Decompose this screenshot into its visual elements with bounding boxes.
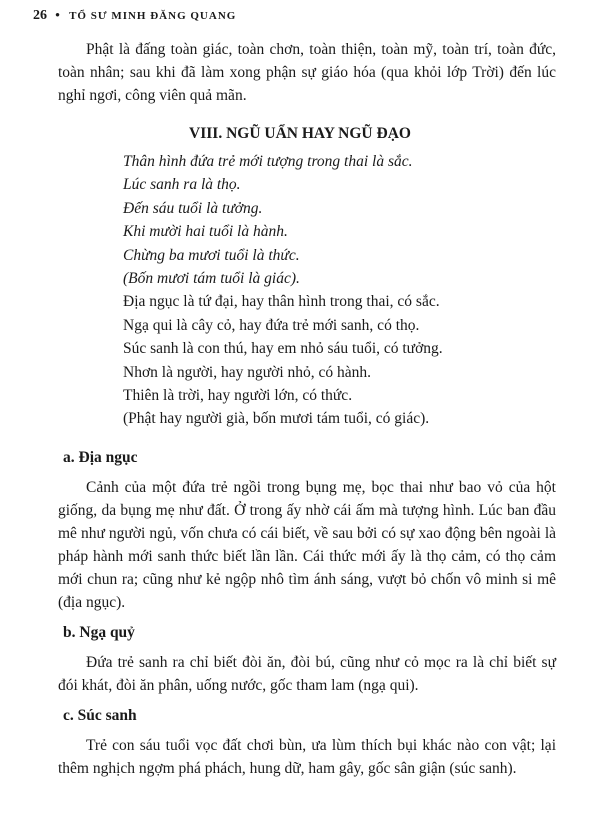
subsection-paragraph <box>58 651 556 697</box>
subsection-text: Đứa trẻ sanh ra chỉ biết đòi ăn, đòi bú, cũng như cỏ mọc ra là chỉ biết sự đói khát, đòi ăn phân, uống nước, gốc tham lam (ngạ qui). <box>58 654 556 694</box>
subsection-heading: a. Địa ngục <box>63 449 138 466</box>
italic-line: Đến sáu tuổi là tưởng. <box>123 199 263 217</box>
italic-line: Khi mười hai tuổi là hành. <box>123 223 288 241</box>
subsection-text: Cảnh của một đứa trẻ ngồi trong bụng mẹ, bọc thai như bao vỏ của hột giống, da bụng mẹ như đất. Ở trong ấy nhờ cái ấm mà tượng hình. Lúc ban đầu mê như người ngủ, vốn chưa có cái biết, về sau bởi có sự xao động bên ngoài là pháp hành mới sanh thức biết lần lần. Cái thức mới ấy là thọ cảm, có thọ cảm mới chun ra; cũng như kẻ ngộp nhô tìm ánh sáng, vượt bỏ chốn vô minh si mê (địa ngục). <box>58 479 556 611</box>
subsection-heading: c. Súc sanh <box>63 707 137 724</box>
running-header <box>33 7 236 24</box>
plain-line: Thiên là trời, hay người lớn, có thức. <box>123 387 353 405</box>
section-lines <box>123 150 443 431</box>
italic-line: Thân hình đứa trẻ mới tượng trong thai là sắc. <box>123 153 413 170</box>
intro-paragraph <box>58 38 556 107</box>
plain-line: Ngạ qui là cây cỏ, hay đứa trẻ mới sanh, có thọ. <box>123 316 420 334</box>
plain-line: Nhơn là người, hay người nhỏ, có hành. <box>123 363 372 381</box>
italic-line: (Bốn mươi tám tuổi là giác). <box>123 270 300 288</box>
plain-line: (Phật hay người già, bốn mươi tám tuổi, có giác). <box>123 410 430 428</box>
page-number: 26 <box>33 8 47 23</box>
plain-line: Địa ngục là tứ đại, hay thân hình trong thai, có sắc. <box>123 293 440 311</box>
italic-line: Chừng ba mươi tuổi là thức. <box>123 246 300 264</box>
subsection-paragraph <box>58 476 556 614</box>
subsection-text: Trẻ con sáu tuổi vọc đất chơi bùn, ưa lùm thích bụi khác nào con vật; lại thêm nghịch ngợm phá phách, hung dữ, ham gây, gốc sân giận (súc sanh). <box>58 737 556 777</box>
section-title: VIII. NGŨ UẨN HAY NGŨ ĐẠO <box>189 125 411 142</box>
italic-line: Lúc sanh ra là thọ. <box>123 176 241 194</box>
subsection-heading: b. Ngạ quỷ <box>63 624 135 641</box>
subsection-paragraph <box>58 734 556 780</box>
intro-paragraph-text: Phật là đấng toàn giác, toàn chơn, toàn thiện, toàn mỹ, toàn trí, toàn đức, toàn nhân; sau khi đã làm xong phận sự giáo hóa (qua khỏi lớp Trời) đến lúc nghỉ ngơi, công viên quả mãn. <box>58 41 556 104</box>
book-title: TỔ SƯ MINH ĐĂNG QUANG <box>69 10 237 22</box>
plain-line: Súc sanh là con thú, hay em nhỏ sáu tuổi, có tưởng. <box>123 340 443 358</box>
header-separator: • <box>55 7 61 22</box>
